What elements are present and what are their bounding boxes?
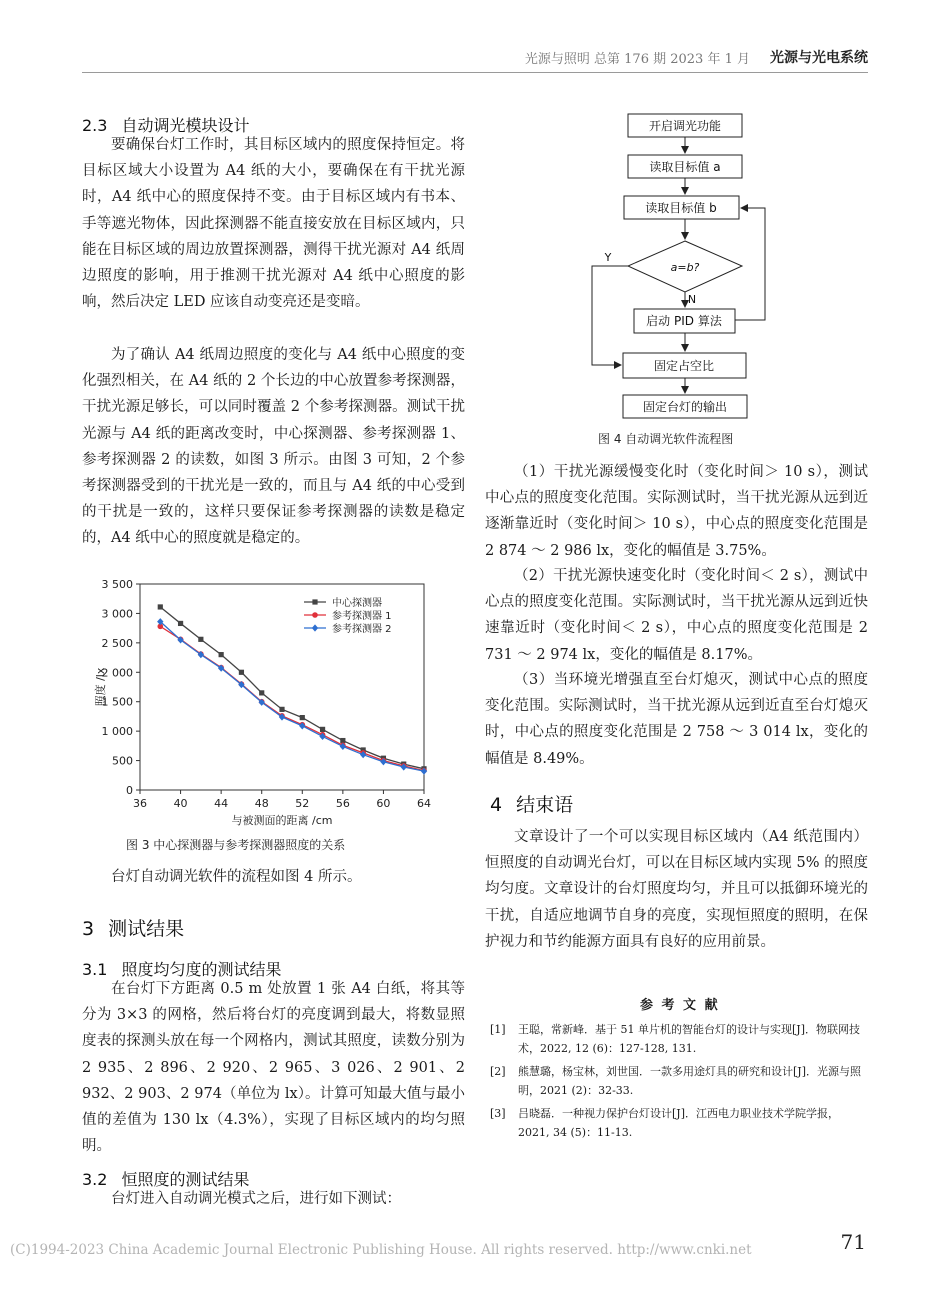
yes-branch-arrow — [592, 266, 628, 365]
y-axis-label: 照度 /lx — [94, 667, 107, 707]
section-title: 照度均匀度的测试结果 — [121, 960, 282, 979]
reference-item — [490, 1104, 868, 1142]
references-title: 参 考 文 献 — [640, 998, 720, 1013]
figure-4-caption: 图 4 自动调光软件流程图 — [598, 432, 734, 446]
x-tick-label: 40 — [173, 797, 188, 810]
legend-label: 参考探测器 1 — [332, 611, 392, 622]
x-tick-label: 64 — [417, 797, 431, 810]
test-item-2: （2）干扰光源快速变化时（变化时间＜ 2 s），测试中心点的照度变化范围。实际测试时，当干扰光源从远到近快速靠近时（变化时间＜ 2 s），中心点的照度变化范围是 2 731 ～ 2 974 lx，变化的幅值是 8.17%。 — [485, 568, 868, 663]
y-tick-label: 1 000 — [101, 725, 133, 739]
section-title: 结束语 — [516, 794, 574, 816]
section-title: 测试结果 — [108, 918, 185, 940]
data-point — [239, 670, 244, 675]
flow-decision-label: a=b? — [670, 261, 700, 274]
loop-arrow — [735, 208, 765, 320]
flow-step-label: 固定台灯的输出 — [642, 400, 728, 414]
data-point — [198, 637, 203, 642]
paragraph: 要确保台灯工作时，其目标区域内的照度保持恒定。将目标区域大小设置为 A4 纸的大小，要确保在有干扰光源时，A4 纸中心的照度保持不变。由于目标区域内有书本、手等遮光物体，因此探测器不能直接安放在目标区域内，只能在目标区域的周边放置探测器，测得干扰光源对 A4 纸周边照度的影响，用于推测干扰光源对 A4 纸中心照度的影响，然后决定 LED 应该自动变亮还是变暗。 — [82, 137, 465, 311]
reference-text: 王聪，常新峰．基于 51 单片机的智能台灯的设计与实现[J]．物联网技术，2022, 12 (6)：127-128, 131. — [518, 1023, 860, 1055]
y-tick-label: 3 000 — [101, 607, 133, 621]
section-title: 自动调光模块设计 — [121, 116, 250, 135]
legend-marker — [312, 612, 318, 618]
data-point — [178, 621, 183, 626]
references-list — [490, 1020, 868, 1142]
section-number: 4 — [490, 794, 503, 816]
heading-3 — [82, 914, 184, 941]
reference-number: [3] — [490, 1107, 506, 1120]
copyright-watermark: (C)1994-2023 China Academic Journal Electronic Publishing House. All rights reserved. http://www.cnki.net — [10, 1242, 752, 1258]
data-point — [158, 604, 163, 609]
test-item-1: （1）干扰光源缓慢变化时（变化时间＞ 10 s），测试中心点的照度变化范围。实际测试时，当干扰光源从远到近逐渐靠近时（变化时间＞ 10 s），中心点的照度变化范围是 2 874 ～ 2 986 lx，变化的幅值是 3.75%。 — [485, 464, 868, 559]
section-number: 2.3 — [82, 116, 108, 135]
legend-marker — [312, 599, 317, 604]
x-tick-label: 48 — [254, 797, 269, 810]
line-chart — [82, 574, 457, 834]
flow-step-label: 读取目标值 b — [645, 201, 717, 215]
data-point — [279, 707, 284, 712]
figure-3-chart — [82, 574, 457, 834]
x-axis-label: 与被测面的距离 /cm — [231, 814, 333, 827]
y-tick-label: 500 — [112, 754, 133, 768]
data-point — [300, 715, 305, 720]
x-tick-label: 44 — [214, 797, 229, 810]
conclusion-paragraph: 文章设计了一个可以实现目标区域内（A4 纸范围内）恒照度的自动调光台灯，可以在目标区域内实现 5% 的照度均匀度。文章设计的台灯照度均匀，并且可以抵御环境光的干扰，自适应地调节自身的亮度，实现恒照度的照明，在保护视力和节约能源方面具有良好的应用前景。 — [485, 829, 868, 950]
data-point — [219, 652, 224, 657]
figure-3-caption: 图 3 中心探测器与参考探测器照度的关系 — [126, 838, 346, 852]
y-tick-label: 3 500 — [101, 578, 133, 591]
page-footer — [0, 1228, 950, 1268]
reference-number: [2] — [490, 1065, 506, 1078]
flow-step-label: 固定占空比 — [653, 359, 715, 373]
reference-item — [490, 1020, 868, 1058]
no-label: N — [687, 293, 697, 306]
figure-4-flowchart — [590, 108, 790, 423]
flow-step-label: 读取目标值 a — [649, 160, 721, 174]
data-point — [259, 690, 264, 695]
paragraph: 在台灯下方距离 0.5 m 处放置 1 张 A4 白纸，将其等分为 3×3 的网格，然后将台灯的亮度调到最大，将数显照度表的探测头放在每一个网格内，测试其照度，读数分别为 2 935、2 896、2 920、2 965、3 026、2 901、2 932、2 903、2 974（单位为 lx）。计算可知最大值与最小值的差值为 130 lx（4.3%），实现了目标区域内的均匀照明。 — [82, 981, 465, 1155]
heading-4 — [490, 790, 573, 817]
section-number: 3.1 — [82, 960, 108, 979]
yes-label: Y — [604, 251, 612, 264]
section-number: 3 — [82, 918, 95, 940]
flow-step-label: 启动 PID 算法 — [646, 314, 722, 328]
page-number: 71 — [840, 1230, 866, 1254]
paragraph: 台灯自动调光软件的流程如图 4 所示。 — [111, 869, 362, 885]
paragraph: 台灯进入自动调光模式之后，进行如下测试： — [111, 1191, 401, 1207]
x-tick-label: 56 — [335, 797, 350, 810]
journal-issue-info: 光源与照明 总第 176 期 2023 年 1 月 — [524, 52, 750, 67]
y-tick-label: 2 500 — [101, 636, 133, 650]
y-tick-label: 2 000 — [101, 666, 133, 680]
header-rule — [82, 72, 868, 73]
section-name: 光源与光电系统 — [770, 50, 868, 66]
section-number: 3.2 — [82, 1170, 108, 1189]
paragraph: 为了确认 A4 纸周边照度的变化与 A4 纸中心照度的变化强烈相关，在 A4 纸的 2 个长边的中心放置参考探测器，干扰光源足够长，可以同时覆盖 2 个参考探测器。测试干扰光源与 A4 纸的距离改变时，中心探测器、参考探测器 1、参考探测器 2 的读数，如图 3 所示。由图 3 可知，2 个参考探测器受到的干扰光是一致的，而且与 A4 纸的中心受到的干扰是一致的，这样只要保证参考探测器的读数是稳定的，A4 纸中心的照度就是稳定的。 — [82, 347, 465, 547]
legend-marker — [312, 624, 318, 631]
running-header — [0, 40, 950, 74]
reference-text: 熊慧璐，杨宝林，刘世国．一款多用途灯具的研究和设计[J]．光源与照明，2021 (2)：32-33. — [518, 1065, 861, 1097]
data-point — [320, 727, 325, 732]
reference-text: 吕晓磊．一种视力保护台灯设计[J]．江西电力职业技术学院学报，2021, 34 (5)：11-13. — [518, 1107, 839, 1139]
y-tick-label: 1 500 — [101, 695, 133, 709]
flowchart-diagram — [590, 108, 790, 423]
series-line — [160, 622, 424, 771]
series-line — [160, 626, 424, 770]
x-tick-label: 60 — [376, 797, 391, 810]
test-item-3: （3）当环境光增强直至台灯熄灭，测试中心点的照度变化范围。实际测试时，当干扰光源从远到近直至台灯熄灭时，中心点的照度变化范围是 2 758 ～ 3 014 lx，变化的幅值是 8.49%。 — [485, 672, 868, 767]
flow-step-label: 开启调光功能 — [648, 119, 722, 133]
x-tick-label: 36 — [133, 797, 147, 810]
reference-item — [490, 1062, 868, 1100]
section-title: 恒照度的测试结果 — [121, 1170, 250, 1189]
reference-number: [1] — [490, 1023, 506, 1036]
x-tick-label: 52 — [295, 797, 310, 810]
y-tick-label: 0 — [126, 784, 133, 797]
data-point — [340, 738, 345, 743]
legend-label: 中心探测器 — [332, 598, 382, 609]
legend-label: 参考探测器 2 — [332, 624, 392, 635]
